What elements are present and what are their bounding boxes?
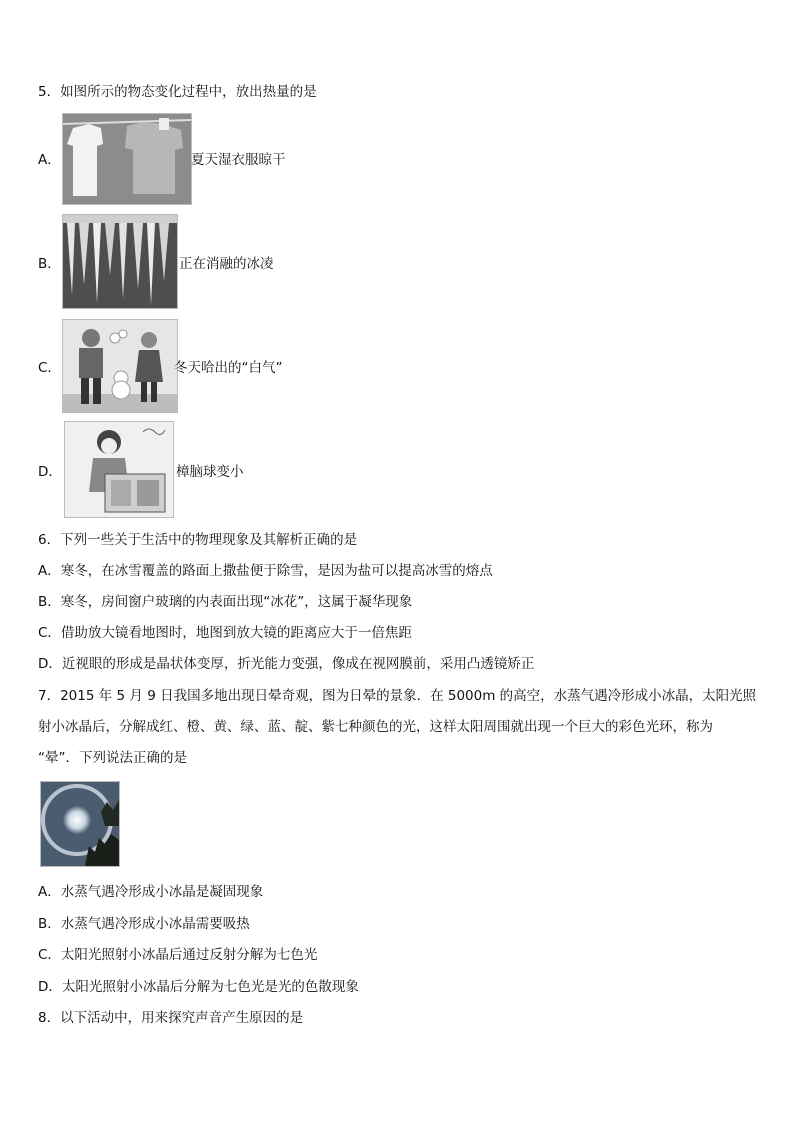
q6-option-c: C．借助放大镜看地图时，地图到放大镜的距离应大于一倍焦距 bbox=[38, 625, 412, 641]
q6-option-d: D．近视眼的形成是晶状体变厚，折光能力变强，像成在视网膜前，采用凸透镜矫正 bbox=[38, 656, 535, 672]
q5-option-d-label: D． bbox=[38, 464, 62, 480]
q6-option-a: A．寒冬，在冰雪覆盖的路面上撒盐便于除雪，是因为盐可以提高冰雪的熔点 bbox=[38, 563, 493, 579]
q7-option-b: B．水蒸气遇冷形成小冰晶需要吸热 bbox=[38, 916, 250, 932]
q5-option-c-label: C． bbox=[38, 360, 61, 376]
solar-halo-image bbox=[40, 781, 120, 867]
q5-option-a-caption: 夏天湿衣服晾干 bbox=[191, 152, 286, 168]
q6-stem: 6．下列一些关于生活中的物理现象及其解析正确的是 bbox=[38, 532, 358, 548]
q5-option-d-caption: 樟脑球变小 bbox=[176, 464, 244, 480]
mothball-wardrobe-image bbox=[64, 421, 174, 518]
q7-option-c: C．太阳光照射小冰晶后通过反射分解为七色光 bbox=[38, 947, 318, 963]
q7-stem-line-3: “晕”．下列说法正确的是 bbox=[38, 750, 187, 766]
wet-clothes-drying-image bbox=[62, 113, 192, 205]
q7-option-d: D．太阳光照射小冰晶后分解为七色光是光的色散现象 bbox=[38, 979, 359, 995]
q7-stem-line-2: 射小冰晶后，分解成红、橙、黄、绿、蓝、靛、紫七种颜色的光，这样太阳周围就出现一个巨大的彩色光环，称为 bbox=[38, 719, 713, 735]
winter-breath-image bbox=[62, 319, 178, 413]
q5-option-c-caption: 冬天哈出的“白气” bbox=[174, 360, 283, 376]
q5-option-b-caption: 正在消融的冰凌 bbox=[179, 256, 274, 272]
q7-option-a: A．水蒸气遇冷形成小冰晶是凝固现象 bbox=[38, 884, 264, 900]
q5-stem: 5．如图所示的物态变化过程中，放出热量的是 bbox=[38, 84, 317, 100]
q5-option-b-label: B． bbox=[38, 256, 61, 272]
q8-stem: 8．以下活动中，用来探究声音产生原因的是 bbox=[38, 1010, 304, 1026]
melting-icicles-image bbox=[62, 214, 178, 309]
q6-option-b: B．寒冬，房间窗户玻璃的内表面出现“冰花”，这属于凝华现象 bbox=[38, 594, 413, 610]
q5-option-a-label: A． bbox=[38, 152, 61, 168]
q7-stem-line-1: 7．2015 年 5 月 9 日我国多地出现日晕奇观，图为日晕的景象．在 5000m 的高空，水蒸气遇冷形成小冰晶，太阳光照 bbox=[38, 688, 757, 704]
